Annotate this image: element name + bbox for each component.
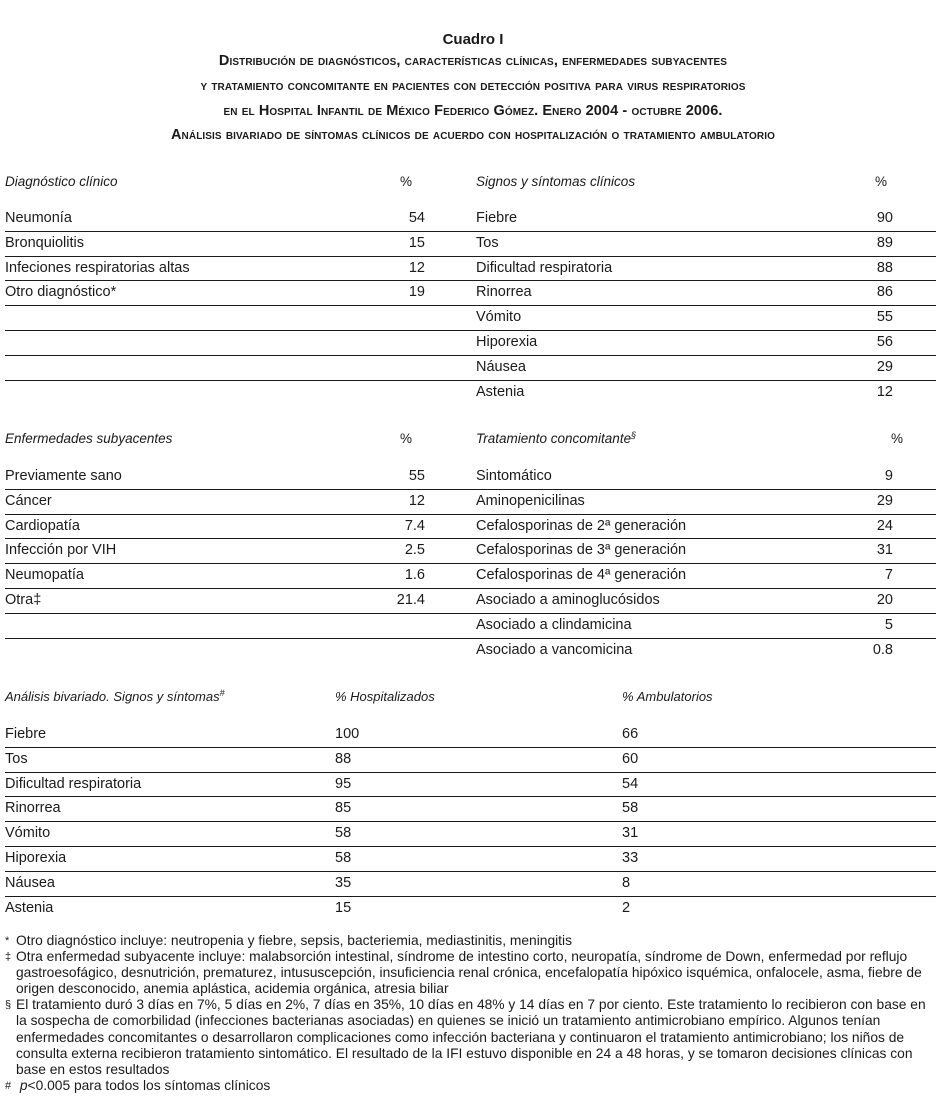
- table-row: [5, 847, 936, 872]
- row-label-right: Cefalosporinas de 2ª generación: [476, 517, 687, 534]
- row-label-left: Otra‡: [5, 592, 42, 608]
- row-ambulatorios-value: 33: [622, 850, 639, 866]
- row-value-left: 15: [408, 234, 425, 251]
- row-label-left: Infección por VIH: [5, 542, 117, 559]
- analisis-bivariado-header: Análisis bivariado. Signos y síntomas#: [5, 688, 225, 704]
- row-value-right: 86: [876, 284, 893, 301]
- table-row: [5, 207, 936, 232]
- row-label-left: Neumonía: [5, 210, 72, 226]
- row-hospitalizados-value: 35: [335, 874, 352, 891]
- row-label-right: Tos: [476, 234, 499, 251]
- row-label-right: Fiebre: [476, 210, 518, 226]
- tratamiento-concomitante-header: Tratamiento concomitante§: [476, 430, 637, 446]
- table-row: [5, 257, 936, 282]
- row-label-right: Cefalosporinas de 3ª generación: [476, 542, 687, 559]
- row-value-right: 29: [876, 358, 893, 375]
- table-row: [5, 490, 936, 515]
- enfermedades-subyacentes-header: Enfermedades subyacentes: [5, 431, 173, 446]
- row-label-left: Previamente sano: [5, 468, 122, 484]
- footnote-tratamiento: § El tratamiento duró 3 días en 7%, 5 días en 2%, 7 días en 35%, 10 días en 48% y 14 días en 7 por ciento. Este tratamiento lo recibieron con base en la sospecha de comorbilidad (infecciones bacterianas asociadas) en quienes se inició un tratamiento antimicrobiano empírico. Algunos tenían enfermedades concomitantes o desarrollaron complicaciones como infección bacteriana y continuaron el tratamiento antimicrobiano; los niños de consulta externa recibieron tratamiento sintomático. El resultado de la IFI estuvo disponible en 24 a 48 horas, y se tomaron decisiones clínicas con base en estos resultados: [5, 997, 926, 1077]
- row-value-right: 88: [876, 259, 893, 276]
- row-hospitalizados-value: 100: [335, 726, 360, 742]
- row-label-right: Asociado a vancomicina: [476, 641, 633, 658]
- row-value-left: 12: [408, 492, 425, 509]
- row-value-right: 29: [876, 492, 893, 509]
- row-value-right: 24: [876, 517, 893, 534]
- table-row: [5, 897, 936, 922]
- footnotes: [5, 933, 937, 1094]
- footnote-mark-section: §: [631, 430, 637, 440]
- row-ambulatorios-value: 8: [622, 874, 631, 891]
- footnote-p-value: # p<0.005 para todos los síntomas clínicos: [5, 1077, 271, 1093]
- table-row: [5, 589, 936, 614]
- row-label-right: Asociado a aminoglucósidos: [476, 592, 660, 608]
- row-label-left: Bronquiolitis: [5, 234, 84, 251]
- table-title-line-4: Análisis bivariado de síntomas clínicos de acuerdo con hospitalización o tratamiento ambulatorio: [170, 127, 775, 143]
- table-title-line-1: Distribución de diagnósticos, características clínicas, enfermedades subyacentes: [218, 53, 728, 69]
- table-row: [5, 797, 936, 822]
- row-ambulatorios-value: 60: [622, 750, 639, 767]
- row-symptom-label: Dificultad respiratoria: [5, 775, 142, 792]
- row-value-right: 56: [876, 334, 893, 350]
- row-hospitalizados-value: 15: [335, 899, 352, 916]
- table-number: Cuadro I: [442, 31, 504, 48]
- row-label-left: Otro diagnóstico*: [5, 284, 117, 301]
- diagnostico-clinico-header: Diagnóstico clínico: [5, 174, 118, 189]
- row-value-left: 7.4: [404, 517, 425, 534]
- row-label-left: Cáncer: [5, 492, 52, 509]
- table-row: [5, 465, 936, 490]
- row-value-right: 31: [876, 542, 893, 559]
- row-value-left: 54: [408, 210, 425, 226]
- footnote-mark-hash: #: [219, 688, 225, 698]
- row-hospitalizados-value: 58: [335, 850, 352, 866]
- table-row: [5, 639, 936, 664]
- row-ambulatorios-value: 2: [622, 899, 631, 916]
- table-row: [5, 281, 936, 306]
- row-ambulatorios-value: 58: [622, 800, 639, 817]
- footnote-otro-diagnostico: * Otro diagnóstico incluye: neutropenia y fiebre, sepsis, bacteriemia, mediastinitis, meningitis: [5, 933, 572, 948]
- row-value-right: 7: [884, 567, 893, 584]
- row-hospitalizados-value: 88: [335, 750, 352, 767]
- signos-pct-header: %: [875, 174, 888, 189]
- row-symptom-label: Tos: [5, 750, 28, 767]
- row-label-right: Cefalosporinas de 4ª generación: [476, 567, 687, 584]
- row-label-right: Astenia: [476, 383, 525, 400]
- row-symptom-label: Vómito: [5, 825, 51, 842]
- row-value-left: 1.6: [404, 567, 425, 584]
- diagnostico-pct-header: %: [400, 174, 413, 189]
- row-value-left: 55: [408, 468, 425, 484]
- row-hospitalizados-value: 58: [335, 825, 352, 842]
- table-row: [5, 822, 936, 847]
- row-label-right: Náusea: [476, 358, 526, 375]
- table-row: [5, 515, 936, 540]
- enfermedades-pct-header: %: [400, 431, 413, 446]
- row-ambulatorios-value: 66: [622, 726, 639, 742]
- row-value-left: 19: [408, 284, 425, 301]
- row-hospitalizados-value: 85: [335, 800, 352, 817]
- row-symptom-label: Hiporexia: [5, 850, 67, 866]
- row-value-right: 89: [876, 234, 893, 251]
- row-value-right: 0.8: [872, 641, 893, 658]
- table-row: [5, 232, 936, 257]
- table-row: [5, 381, 936, 406]
- footnote-otra-enfermedad: ‡ Otra enfermedad subyacente incluye: malabsorción intestinal, síndrome de intestino corto, neuropatía, síndrome de Down, enfermedad por reflujo gastroesofágico, desnutrición, prematurez, intususcepción, insuficiencia renal crónica, encefalopatía hipóxico isquémica, onfalocele, asma, fiebre de origen desconocido, anemia aplástica, acidemia orgánica, atresia biliar: [5, 949, 922, 997]
- table-row: [5, 723, 936, 748]
- row-ambulatorios-value: 54: [622, 775, 639, 792]
- row-value-right: 55: [876, 309, 893, 326]
- row-value-right: 90: [876, 210, 893, 226]
- row-hospitalizados-value: 95: [335, 775, 352, 792]
- row-label-right: Rinorrea: [476, 284, 532, 301]
- table-row: [5, 306, 936, 331]
- row-label-left: Cardiopatía: [5, 517, 80, 534]
- table-row: [5, 356, 936, 381]
- row-value-right: 9: [884, 468, 893, 484]
- table-title-line-3: en el Hospital Infantil de México Federico Gómez. Enero 2004 - octubre 2006.: [223, 103, 723, 119]
- table-row: [5, 773, 936, 798]
- row-label-right: Vómito: [476, 309, 522, 326]
- row-symptom-label: Náusea: [5, 874, 55, 891]
- table-row: [5, 748, 936, 773]
- row-label-left: Infeciones respiratorias altas: [5, 259, 190, 276]
- row-value-right: 5: [884, 616, 893, 633]
- tratamiento-pct-header: %: [891, 431, 904, 446]
- row-symptom-label: Astenia: [5, 899, 54, 916]
- table-title-line-2: y tratamiento concomitante en pacientes con detección positiva para virus respiratorios: [200, 78, 746, 94]
- row-label-right: Dificultad respiratoria: [476, 259, 613, 276]
- table-row: [5, 331, 936, 356]
- row-label-right: Sintomático: [476, 468, 552, 484]
- row-value-right: 20: [876, 592, 893, 608]
- row-value-right: 12: [876, 383, 893, 400]
- table-row: [5, 872, 936, 897]
- signos-sintomas-header: Signos y síntomas clínicos: [476, 174, 636, 189]
- row-label-right: Hiporexia: [476, 334, 538, 350]
- row-symptom-label: Rinorrea: [5, 800, 61, 817]
- table-row: [5, 539, 936, 564]
- ambulatorios-header: % Ambulatorios: [622, 689, 713, 704]
- table-row: [5, 564, 936, 589]
- row-label-left: Neumopatía: [5, 567, 84, 584]
- row-symptom-label: Fiebre: [5, 726, 47, 742]
- table-row: [5, 614, 936, 639]
- row-ambulatorios-value: 31: [622, 825, 639, 842]
- row-label-right: Aminopenicilinas: [476, 492, 585, 509]
- row-value-left: 12: [408, 259, 425, 276]
- row-value-left: 21.4: [396, 592, 425, 608]
- hospitalizados-header: % Hospitalizados: [335, 689, 435, 704]
- row-value-left: 2.5: [404, 542, 425, 559]
- row-label-right: Asociado a clindamicina: [476, 616, 632, 633]
